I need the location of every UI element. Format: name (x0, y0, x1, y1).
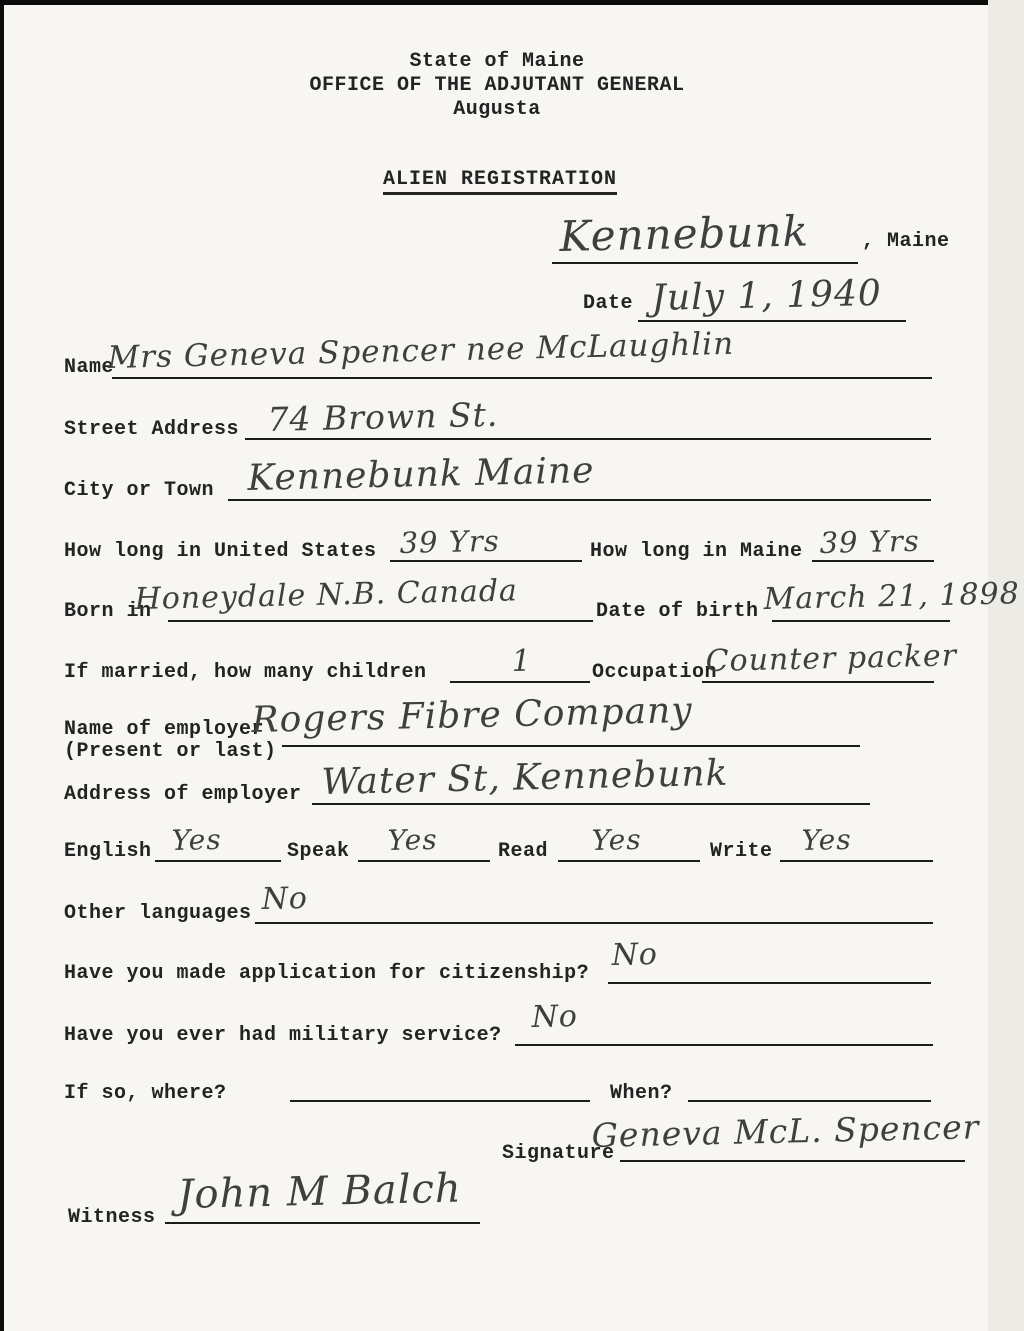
letterhead-state: State of Maine (409, 50, 585, 73)
city-or-town-label: City or Town (64, 479, 215, 502)
speak-label: Speak (287, 840, 350, 863)
scan-edge-top (0, 0, 988, 5)
street-address-label: Street Address (64, 418, 240, 441)
form-title: ALIEN REGISTRATION (0, 168, 1000, 195)
town-underline (552, 262, 858, 264)
citizenship-value: No (611, 936, 659, 973)
street-address-value: 74 Brown St. (267, 394, 499, 439)
how-long-us-value: 39 Yrs (399, 523, 500, 560)
read-value: Yes (591, 822, 642, 857)
other-languages-label: Other languages (64, 902, 252, 925)
other-languages-underline (255, 922, 933, 924)
witness-value: John M Balch (176, 1165, 463, 1218)
read-underline (558, 860, 700, 862)
date-label: Date (583, 292, 634, 315)
write-underline (780, 860, 933, 862)
witness-underline (165, 1222, 480, 1224)
born-in-underline (168, 620, 593, 622)
when-label: When? (610, 1082, 673, 1105)
occupation-underline (702, 681, 934, 683)
how-long-maine-label: How long in Maine (590, 540, 803, 563)
letterhead-city: Augusta (453, 98, 541, 121)
other-languages-value: No (261, 880, 309, 917)
children-label: If married, how many children (64, 661, 427, 684)
speak-value: Yes (387, 822, 438, 857)
how-long-maine-value: 39 Yrs (819, 523, 920, 560)
date-of-birth-underline (772, 620, 950, 622)
town-field-value: Kennebunk (558, 206, 810, 261)
write-value: Yes (801, 822, 852, 857)
write-label: Write (710, 840, 773, 863)
read-label: Read (498, 840, 549, 863)
scan-edge-left (0, 0, 4, 1331)
date-underline (638, 320, 906, 322)
town-suffix: , Maine (862, 230, 950, 253)
street-address-underline (245, 438, 931, 440)
letterhead-office: OFFICE OF THE ADJUTANT GENERAL (309, 74, 685, 97)
english-label: English (64, 840, 152, 863)
citizenship-label: Have you made application for citizenship? (64, 962, 590, 985)
employer-name-value: Rogers Fibre Company (251, 690, 694, 741)
if-so-where-label: If so, where? (64, 1082, 227, 1105)
employer-address-value: Water St, Kennebunk (321, 752, 729, 803)
date-value: July 1, 1940 (651, 272, 883, 319)
occupation-value: Counter packer (705, 638, 958, 679)
city-or-town-underline (228, 499, 931, 501)
date-of-birth-value: March 21, 1898 (763, 576, 1021, 617)
when-underline (688, 1100, 931, 1102)
employer-name-label-line1: Name of employer (64, 718, 265, 741)
signature-underline (620, 1160, 965, 1162)
employer-name-label-line2: (Present or last) (64, 740, 277, 763)
born-in-value: Honeydale N.B. Canada (134, 573, 519, 617)
how-long-us-label: How long in United States (64, 540, 377, 563)
military-label: Have you ever had military service? (64, 1024, 502, 1047)
scan-edge-right (988, 0, 1024, 1331)
employer-name-underline (282, 745, 860, 747)
children-value: 1 (511, 643, 533, 679)
english-underline (155, 860, 281, 862)
how-long-maine-underline (812, 560, 934, 562)
born-in-label: Born in (64, 600, 152, 623)
how-long-us-underline (390, 560, 582, 562)
city-or-town-value: Kennebunk Maine (247, 450, 595, 499)
witness-label: Witness (68, 1206, 156, 1229)
if-so-where-underline (290, 1100, 590, 1102)
date-of-birth-label: Date of birth (596, 600, 759, 623)
occupation-label: Occupation (592, 661, 718, 684)
name-underline (112, 377, 932, 379)
military-value: No (531, 998, 579, 1035)
signature-label: Signature (502, 1142, 615, 1165)
english-value: Yes (171, 822, 222, 857)
name-value: Mrs Geneva Spencer nee McLaughlin (107, 325, 735, 376)
employer-address-label: Address of employer (64, 783, 302, 806)
speak-underline (358, 860, 490, 862)
military-underline (515, 1044, 933, 1046)
citizenship-underline (608, 982, 931, 984)
employer-address-underline (312, 803, 870, 805)
signature-value: Geneva McL. Spencer (591, 1107, 980, 1155)
name-label: Name (64, 356, 115, 379)
children-underline (450, 681, 590, 683)
